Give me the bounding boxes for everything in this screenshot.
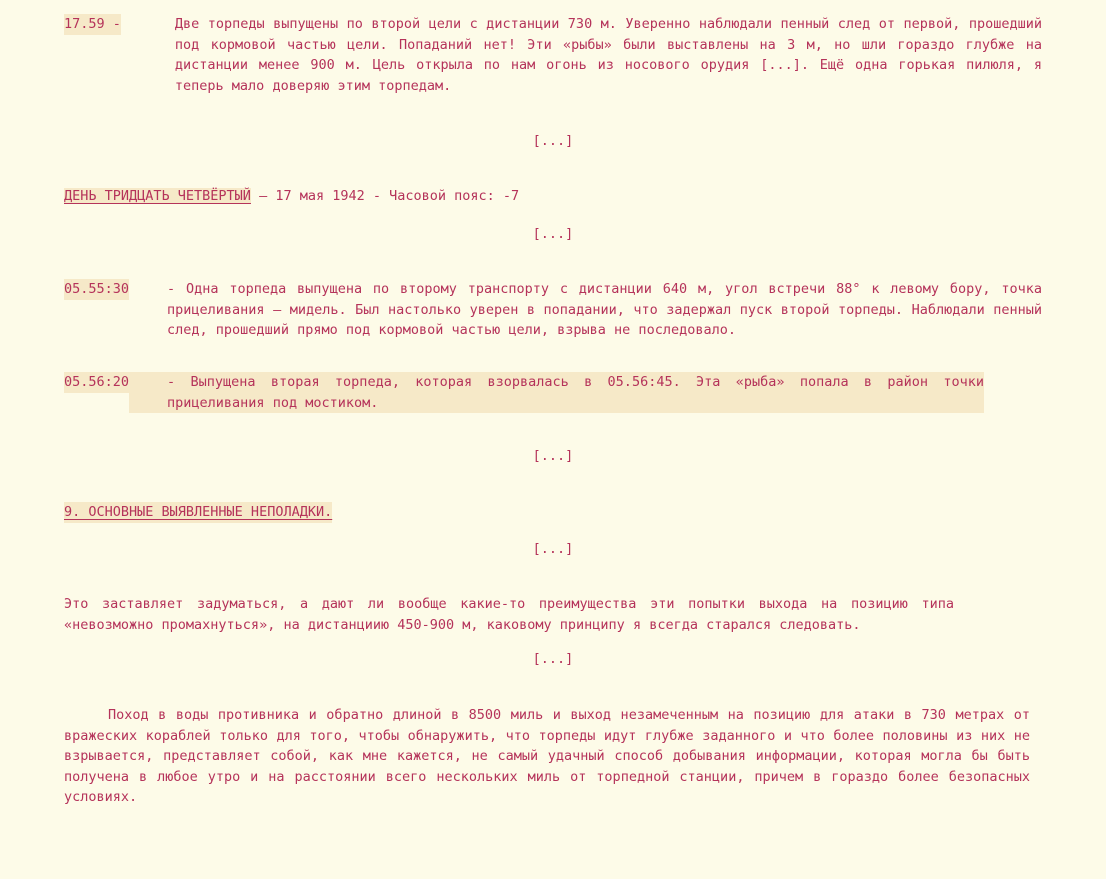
log-entry-2 (64, 279, 1042, 341)
log-entry-2-time: 05.55:30 (64, 279, 129, 300)
paragraph-2: Поход в воды противника и обратно длиной в 8500 миль и выход незамеченным на позицию для атаки в 730 метрах от вражеских кораблей только для того, чтобы обнаружить, что торпеды идут глубже заданного и что более половины из них не взрывается, представляет собой, как мне кажется, не самый удачный способ добывания информации, которая могла бы быть получена в любое утро и на расстоянии всего нескольких миль от торпедной станции, причем в гораздо более безопасных условиях. (64, 707, 1030, 806)
log-entry-1-text: Две торпеды выпущены по второй цели с дистанции 730 м. Уверенно наблюдали пенный след от первой, прошедший под кормовой частью цели. Попаданий нет! Эти «рыбы» были выставлены на 3 м, но шли гораздо глубже на дистанции менее 900 м. Цель открыла по нам огонь из носового орудия [...]. Ещё одна горькая пилюля, я теперь мало доверяю этим торпедам. (174, 16, 1042, 94)
log-entry-2-text: - Одна торпеда выпущена по второму транспорту с дистанции 640 м, угол встречи 88° к левому бору, точка прицеливания — мидель. Был настолько уверен в попадании, что задержал пуск второй торпеды. Наблюдали пенный след, прошедший прямо под кормовой частью цели, взрыва не последовало. (167, 281, 1042, 339)
section-heading: 9. ОСНОВНЫЕ ВЫЯВЛЕННЫЕ НЕПОЛАДКИ. (64, 502, 332, 523)
paragraph-1: Это заставляет задуматься, а дают ли вообще какие-то преимущества эти попытки выхода на позицию типа «невозможно промахнуться», на дистанциию 450-900 м, каковому принципу я всегда старался следовать. (64, 596, 954, 633)
ellipsis-separator-4: [...] (532, 541, 574, 557)
ellipsis-separator-1: [...] (532, 133, 574, 149)
log-entry-3-text: - Выпущена вторая торпеда, которая взорвалась в 05.56:45. Эта «рыба» попала в район точки прицеливания под мостиком. (129, 372, 984, 413)
ellipsis-separator-3: [...] (532, 448, 574, 464)
log-entry-1 (64, 14, 1042, 96)
log-entry-3 (64, 372, 984, 413)
day-heading-line (64, 186, 1042, 207)
log-entry-3-time: 05.56:20 (64, 372, 129, 393)
ellipsis-separator-2: [...] (532, 226, 574, 242)
day-heading: ДЕНЬ ТРИДЦАТЬ ЧЕТВЁРТЫЙ (64, 188, 251, 204)
log-entry-1-time: 17.59 - (64, 14, 121, 35)
day-heading-rest: – 17 мая 1942 - Часовой пояс: -7 (250, 188, 520, 204)
ellipsis-separator-5: [...] (532, 651, 574, 667)
